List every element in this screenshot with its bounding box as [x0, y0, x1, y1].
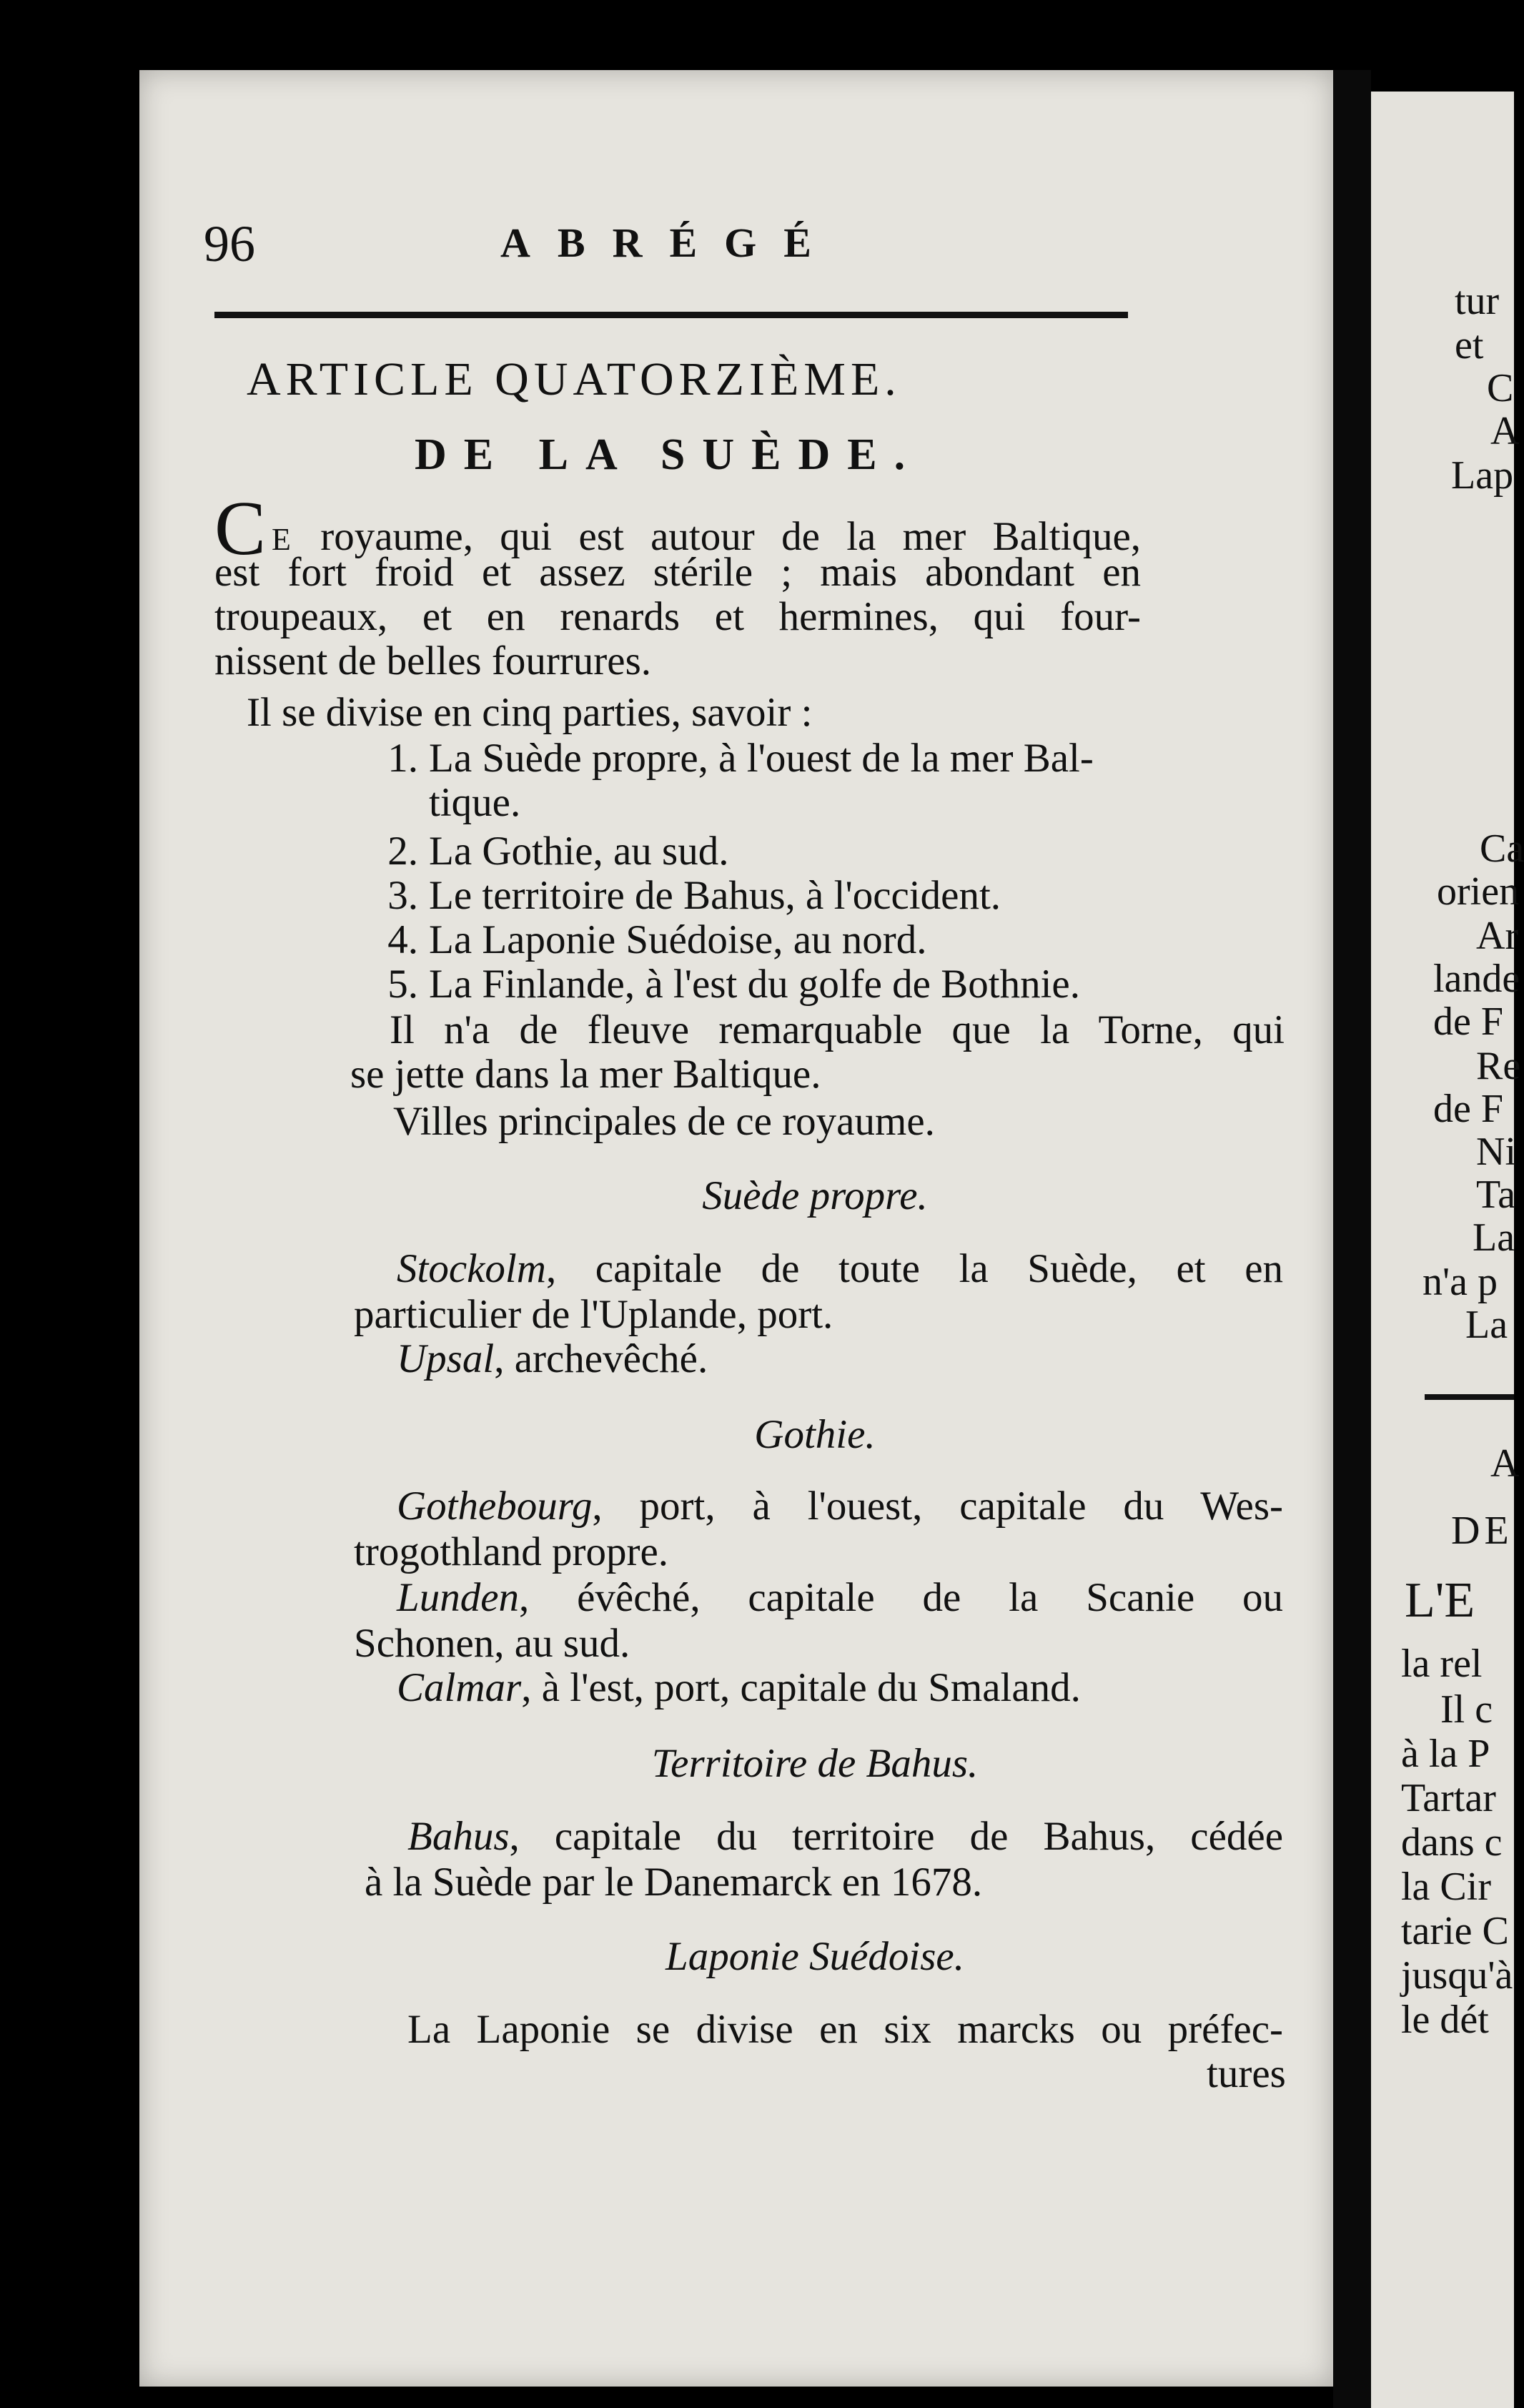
right-fragment: jusqu'à: [1401, 1953, 1513, 1998]
entry-line: à la Suède par le Danemarck en 1678.: [365, 1860, 983, 1905]
right-fragment: Lap: [1451, 453, 1514, 498]
right-fragment: dans c: [1401, 1820, 1503, 1865]
drop-cap: C: [214, 486, 267, 571]
intro-line-2: est fort froid et assez stérile ; mais abondant en: [214, 550, 1141, 595]
right-rule: [1425, 1394, 1514, 1400]
right-fragment: lande: [1433, 957, 1520, 1001]
right-fragment: A: [1490, 1441, 1520, 1486]
intro-line-3: troupeaux, et en renards et hermines, qui four-: [214, 594, 1141, 639]
right-fragment: La: [1465, 1303, 1508, 1347]
intro-line-4: nissent de belles fourrures.: [214, 638, 651, 684]
right-fragment: Ta: [1476, 1173, 1516, 1217]
entry-line: Gothebourg, port, à l'ouest, capitale du Wes-: [397, 1484, 1283, 1529]
entry-line: Bahus, capitale du territoire de Bahus, cédée: [407, 1814, 1283, 1859]
right-fragment: tarie C: [1401, 1909, 1509, 1953]
right-fragment: orien: [1437, 869, 1520, 914]
running-title: ABRÉGÉ: [500, 219, 838, 266]
right-fragment: la rel: [1401, 1642, 1483, 1686]
divides-line: Il se divise en cinq parties, savoir :: [247, 690, 813, 735]
right-fragment: DE: [1451, 1509, 1513, 1553]
article-title: ARTICLE QUATORZIÈME.: [247, 353, 901, 405]
section-heading: Territoire de Bahus.: [651, 1741, 979, 1786]
right-fragment: Ni: [1476, 1130, 1516, 1174]
header-rule: [214, 312, 1128, 318]
entry-line: La Laponie se divise en six marcks ou préfec-: [407, 2007, 1283, 2052]
entry-line: Upsal, archevêché.: [397, 1336, 708, 1381]
right-fragment: Ar: [1476, 914, 1519, 958]
right-fragment: de F: [1433, 1000, 1503, 1044]
right-fragment: tur: [1455, 279, 1500, 323]
right-fragment: et: [1455, 323, 1484, 367]
section-title: DE LA SUÈDE.: [415, 430, 923, 479]
page-number: 96: [204, 215, 255, 272]
river-line-1: Il n'a de fleuve remarquable que la Torne, qui: [390, 1007, 1285, 1052]
page-gutter: [1333, 70, 1371, 2408]
right-fragment: A: [1490, 409, 1520, 453]
entry-line: Schonen, au sud.: [354, 1621, 630, 1666]
right-fragment: à la P: [1401, 1732, 1490, 1776]
entry-line: Stockolm, capitale de toute la Suède, et en: [397, 1246, 1283, 1291]
right-fragment: de F: [1433, 1087, 1503, 1131]
small-cap: E: [272, 522, 294, 557]
intro-line-1: C E royaume, qui est autour de la mer Baltique,: [214, 486, 1141, 571]
section-heading: Gothie.: [754, 1412, 876, 1457]
right-fragment: L'E: [1405, 1573, 1475, 1628]
section-heading: Laponie Suédoise.: [665, 1934, 964, 1979]
cities-heading: Villes principales de ce royaume.: [393, 1099, 935, 1144]
river-line-2: se jette dans la mer Baltique.: [350, 1052, 821, 1097]
entry-line: Calmar, à l'est, port, capitale du Smaland.: [397, 1665, 1081, 1710]
right-fragment: Tartar: [1401, 1776, 1496, 1820]
right-fragment: la Cir: [1401, 1865, 1491, 1909]
running-head: [0, 214, 1514, 279]
section-heading: Suède propre.: [702, 1173, 928, 1218]
right-fragment: C: [1487, 366, 1514, 410]
right-fragment: Ca: [1480, 826, 1524, 871]
right-fragment: n'a p: [1422, 1260, 1498, 1304]
right-fragment: La: [1473, 1215, 1515, 1260]
catchword: tures: [1207, 2051, 1286, 2096]
right-fragment: Re: [1476, 1044, 1521, 1088]
right-fragment: Il c: [1440, 1687, 1493, 1732]
right-fragment: le dét: [1401, 1998, 1489, 2042]
entry-line: trogothland propre.: [354, 1529, 669, 1574]
entry-line: Lunden, évêché, capitale de la Scanie ou: [397, 1575, 1283, 1620]
entry-line: particulier de l'Uplande, port.: [354, 1292, 833, 1337]
